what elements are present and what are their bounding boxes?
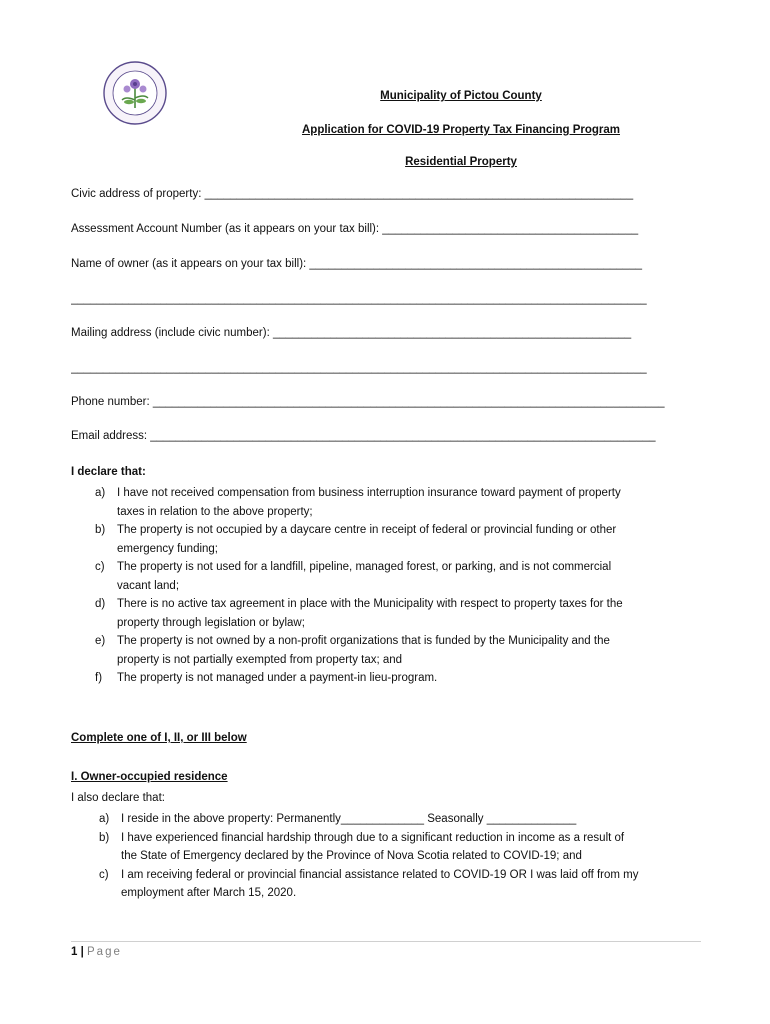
email-address-field[interactable]: Email address: _______________________________________________________________________________ [71,430,656,442]
list-item-line1: The property is not occupied by a daycare centre in receipt of federal or provincial funding or other [117,524,617,536]
list-item-line2: emergency funding; [117,542,219,555]
list-item-line1: I reside in the above property: Permanently_____________ Seasonally ______________ [121,813,577,825]
org-name: Municipality of Pictou County [380,90,542,102]
list-item-line2: property is not partially exempted from property tax; and [117,653,403,666]
list-item-letter: a) [95,487,106,499]
list-item-line2: property through legislation or bylaw; [117,616,305,629]
section1-heading: I. Owner-occupied residence [71,771,228,783]
list-item-letter: c) [95,561,105,573]
owner-name-field[interactable]: Name of owner (as it appears on your tax bill): ____________________________________________________ [71,258,642,270]
complete-instruction-heading: Complete one of I, II, or III below [71,732,247,744]
page-number: 1 [71,946,78,958]
list-item [75,866,721,903]
form-title: Application for COVID-19 Property Tax Financing Program [301,124,620,136]
list-item-letter: f) [95,672,103,684]
list-item [71,521,717,558]
list-item [71,669,717,688]
list-item[interactable] [75,810,721,829]
list-item [71,484,717,521]
list-item-line1: The property is not managed under a payment-in lieu-program. [117,672,438,684]
list-item-line2: employment after March 15, 2020. [121,887,297,899]
list-item-line2: the State of Emergency declared by the Province of Nova Scotia related to COVID-19; and [121,850,582,862]
declaration-list [71,484,717,688]
section1-list [75,810,721,903]
page-separator: | [77,946,88,958]
list-item-line1: I have experienced financial hardship through due to a significant reduction in income as a result of [121,831,625,844]
page-footer [71,946,122,958]
list-item-line1: I have not received compensation from business interruption insurance toward payment of property [117,487,621,499]
list-item-line1: There is no active tax agreement in place with the Municipality with respect to property taxes for the [117,598,623,610]
civic-address-field[interactable]: Civic address of property: ___________________________________________________________________ [71,188,634,200]
list-item-letter: d) [95,598,106,610]
mailing-address-field[interactable]: Mailing address (include civic number): ________________________________________________________ [71,327,632,339]
list-item-letter: e) [95,635,106,647]
owner-name-field-line2[interactable]: __________________________________________________________________________________________ [71,293,647,305]
list-item-line1: The property is not used for a landfill, pipeline, managed forest, or parking, and is not commercial [117,561,612,573]
mailing-address-field-line2[interactable]: __________________________________________________________________________________________ [71,362,647,374]
page-word: Page [87,946,122,958]
footer-divider [71,941,701,942]
list-item-line1: I am receiving federal or provincial financial assistance related to COVID-19 OR I was laid off from my [121,868,639,881]
list-item-letter: b) [95,524,106,536]
list-item-letter: a) [99,813,110,825]
assessment-account-field[interactable]: Assessment Account Number (as it appears on your tax bill): ________________________________________ [71,223,639,235]
list-item [71,558,717,595]
list-item [71,595,717,632]
section1-intro: I also declare that: [71,792,165,804]
list-item-letter: b) [99,831,110,844]
list-item [75,829,721,866]
declaration-heading: I declare that: [71,466,146,478]
list-item-line2: vacant land; [117,579,180,592]
list-item [71,632,717,669]
form-subtitle: Residential Property [405,156,517,168]
phone-number-field[interactable]: Phone number: ________________________________________________________________________________ [71,396,665,408]
list-item-letter: c) [99,868,109,881]
list-item-line2: taxes in relation to the above property; [117,505,313,518]
list-item-line1: The property is not owned by a non-profit organizations that is funded by the Municipality and the [117,635,610,647]
